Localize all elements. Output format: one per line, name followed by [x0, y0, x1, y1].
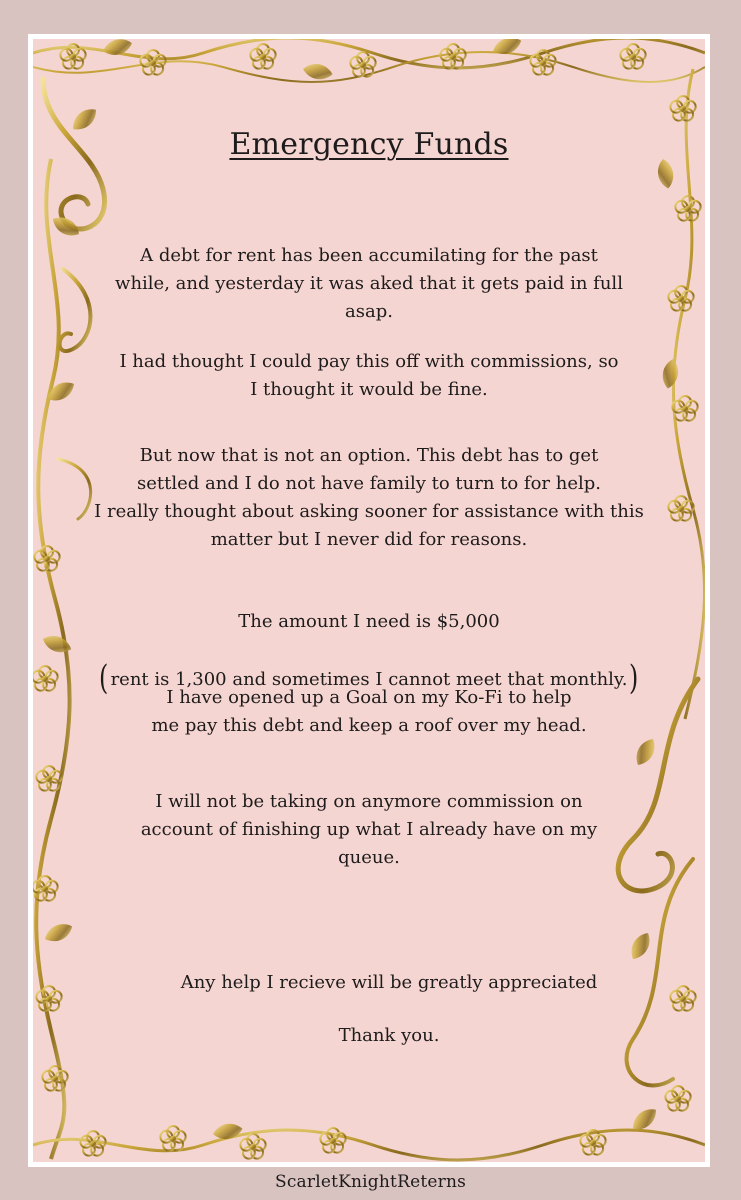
paragraph-amount	[73, 580, 665, 698]
page-title: Emergency Funds	[229, 127, 509, 162]
paren-close: )	[629, 658, 639, 698]
amount-needed-text: The amount I need is $5,000	[238, 611, 500, 632]
paragraph-kofi-goal: I have opened up a Goal on my Ko-Fi to help me pay this debt and keep a roof over my head.	[151, 687, 587, 736]
paragraph-commissions: I had thought I could pay this off with commissions, so I thought it would be fine.	[119, 351, 619, 400]
paragraph-appreciation: Any help I recieve will be greatly appreciated	[180, 972, 598, 993]
paragraph-no-option: But now that is not an option. This debt has to get settled and I do not have family to turn to for help. I really thought about asking sooner for assistance with this matter but I never did for reasons.	[94, 445, 644, 550]
paragraph-no-commissions: I will not be taking on anymore commission on account of finishing up what I already have on my queue.	[140, 791, 598, 868]
letter-content	[33, 39, 705, 1162]
paragraph-debt: A debt for rent has been accumilating for the past while, and yesterday it was aked that it gets paid in full asap.	[115, 245, 623, 322]
signature-footer: ScarletKnightReterns	[274, 1172, 467, 1192]
paren-open: (	[99, 658, 109, 698]
rent-note-text: rent is 1,300 and sometimes I cannot meet that monthly.	[110, 669, 628, 690]
paragraph-thanks: Thank you.	[338, 1025, 440, 1046]
document-frame	[28, 34, 710, 1167]
document-paper	[33, 39, 705, 1162]
